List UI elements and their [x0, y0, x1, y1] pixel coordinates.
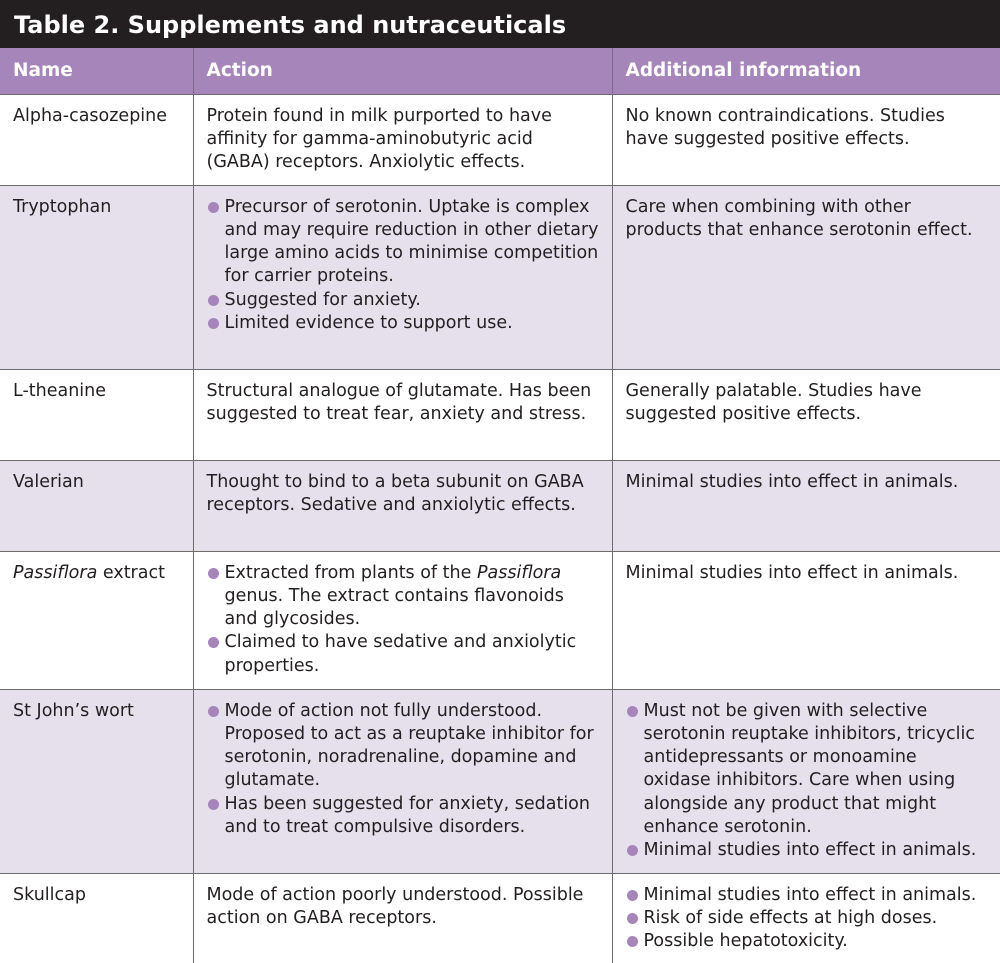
cell-action: Structural analogue of glutamate. Has been suggested to treat fear, anxiety and stress. — [193, 369, 612, 460]
cell-name: St John’s wort — [0, 689, 193, 873]
cell-action — [193, 551, 612, 689]
cell-name: Alpha-casozepine — [0, 94, 193, 185]
action-bullet-list — [207, 700, 600, 840]
name-italic: Passiflora — [13, 562, 98, 583]
cell-action — [193, 185, 612, 369]
cell-info: Care when combining with other products that enhance serotonin effect. — [612, 185, 1000, 369]
cell-info: No known contraindications. Studies have suggested positive effects. — [612, 94, 1000, 185]
table-row — [0, 185, 1000, 369]
bullet-item — [207, 562, 600, 632]
column-header-action: Action — [193, 48, 612, 94]
column-header-name: Name — [0, 48, 193, 94]
cell-info — [612, 689, 1000, 873]
cell-name: L-theanine — [0, 369, 193, 460]
bullet-item: Possible hepatotoxicity. — [626, 930, 989, 953]
bullet-item: Minimal studies into effect in animals. — [626, 839, 989, 862]
cell-action: Thought to bind to a beta subunit on GABA receptors. Sedative and anxiolytic effects. — [193, 460, 612, 551]
cell-action: Protein found in milk purported to have affinity for gamma-aminobutyric acid (GABA) receptors. Anxiolytic effects. — [193, 94, 612, 185]
cell-name: Valerian — [0, 460, 193, 551]
info-bullet-list — [626, 700, 989, 863]
action-bullet-list — [207, 562, 600, 678]
cell-action — [193, 689, 612, 873]
bullet-item: Has been suggested for anxiety, sedation and to treat compulsive disorders. — [207, 793, 600, 840]
cell-info: Minimal studies into effect in animals. — [612, 551, 1000, 689]
bullet-item: Mode of action not fully understood. Proposed to act as a reuptake inhibitor for serotonin, noradrenaline, dopamine and glutamate. — [207, 700, 600, 793]
column-header-additional-information: Additional information — [612, 48, 1000, 94]
cell-name: Tryptophan — [0, 185, 193, 369]
table-row — [0, 460, 1000, 551]
action-bullet-list — [207, 196, 600, 336]
bullet-text: Extracted from plants of the — [224, 562, 477, 583]
bullet-item: Risk of side effects at high doses. — [626, 907, 989, 930]
cell-name — [0, 551, 193, 689]
bullet-text: genus. The extract contains flavonoids and glycosides. — [224, 585, 564, 630]
bullet-item: Precursor of serotonin. Uptake is complex and may require reduction in other dietary large amino acids to minimise competition for carrier proteins. — [207, 196, 600, 289]
bullet-item: Minimal studies into effect in animals. — [626, 884, 989, 907]
header-row — [0, 48, 1000, 94]
table-row — [0, 94, 1000, 185]
bullet-item: Suggested for anxiety. — [207, 289, 600, 312]
bullet-item: Claimed to have sedative and anxiolytic properties. — [207, 631, 600, 678]
table-row — [0, 369, 1000, 460]
table-row — [0, 873, 1000, 963]
bullet-text-italic: Passiflora — [476, 562, 562, 583]
cell-info: Generally palatable. Studies have suggested positive effects. — [612, 369, 1000, 460]
bullet-item: Must not be given with selective serotonin reuptake inhibitors, tricyclic antidepressants or monoamine oxidase inhibitors. Care when using alongside any product that might enhance serotonin. — [626, 700, 989, 840]
table-title: Table 2. Supplements and nutraceuticals — [0, 0, 1000, 48]
cell-info — [612, 873, 1000, 963]
name-rest: extract — [97, 562, 165, 583]
info-bullet-list — [626, 884, 989, 954]
cell-info: Minimal studies into effect in animals. — [612, 460, 1000, 551]
table-row — [0, 689, 1000, 873]
bullet-item: Limited evidence to support use. — [207, 312, 600, 335]
supplements-table — [0, 48, 1000, 963]
table-row — [0, 551, 1000, 689]
cell-name: Skullcap — [0, 873, 193, 963]
cell-action: Mode of action poorly understood. Possible action on GABA receptors. — [193, 873, 612, 963]
